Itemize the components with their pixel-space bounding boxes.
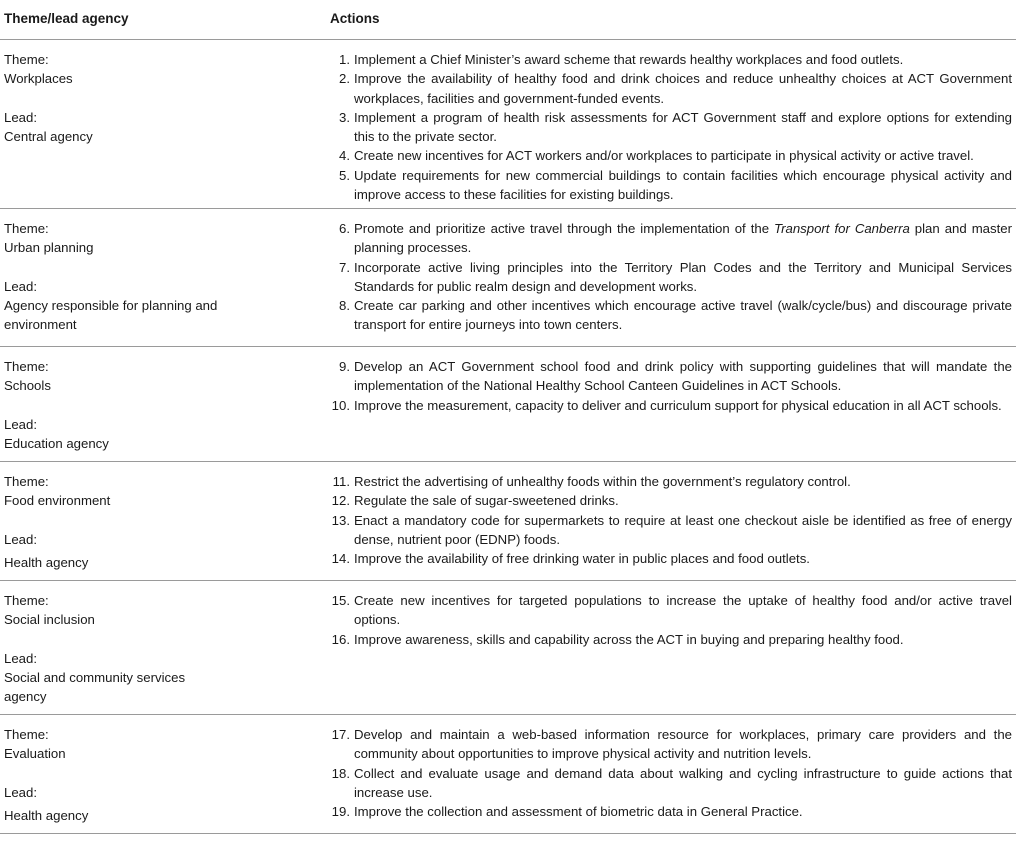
action-text: Create car parking and other incentives which encourage active travel (walk/cycle/bus) and discourage private transport for entire journeys into town centers.	[354, 298, 1012, 333]
theme-value: Evaluation	[4, 746, 66, 762]
theme-label: Theme:	[4, 52, 49, 67]
table-row	[0, 40, 1016, 209]
action-number: 16.	[331, 631, 350, 647]
theme-value: Food environment	[4, 493, 111, 509]
lead-value: Health agency	[4, 554, 89, 570]
actions-cell	[330, 581, 1016, 714]
action-number: 15.	[331, 593, 350, 608]
header-actions: Actions	[330, 11, 380, 26]
lead-label: Lead:	[4, 531, 38, 547]
theme-label: Theme:	[4, 221, 49, 236]
table-header	[0, 0, 1016, 40]
lead-value: Social and community services agency	[4, 669, 186, 705]
lead-value: Education agency	[4, 435, 109, 451]
action-text: Collect and evaluate usage and demand data about walking and cycling infrastructure to guide actions that increase use.	[354, 765, 1012, 800]
action-text: Improve the availability of free drinking water in public places and food outlets.	[354, 551, 810, 567]
action-text: Create new incentives for ACT workers and/or workplaces to participate in physical activity or active travel.	[354, 148, 974, 164]
action-item	[330, 50, 1012, 69]
lead-label: Lead:	[4, 416, 38, 432]
action-number: 10.	[331, 397, 350, 413]
action-text: Update requirements for new commercial buildings to contain facilities which encourage physical activity and improve access to these facilities for existing buildings.	[354, 167, 1012, 203]
theme-value: Workplaces	[4, 71, 73, 87]
action-item	[330, 296, 1012, 335]
action-item	[330, 219, 1012, 258]
action-number: 7.	[339, 259, 350, 275]
action-text: Restrict the advertising of unhealthy foods within the government’s regulatory control.	[354, 474, 851, 489]
action-number: 5.	[339, 167, 350, 183]
action-text: Regulate the sale of sugar-sweetened drinks.	[354, 493, 619, 509]
table-row	[0, 715, 1016, 834]
theme-value: Social inclusion	[4, 612, 95, 628]
lead-label: Lead:	[4, 650, 38, 666]
action-text: Improve the collection and assessment of biometric data in General Practice.	[354, 804, 803, 820]
action-item	[330, 396, 1012, 415]
action-number: 1.	[339, 52, 350, 67]
actions-cell	[330, 715, 1016, 833]
header-theme-lead: Theme/lead agency	[4, 11, 129, 26]
theme-lead-cell	[0, 581, 330, 714]
action-number: 3.	[339, 109, 350, 125]
table-row	[0, 462, 1016, 581]
theme-lead-cell	[0, 347, 330, 461]
action-item	[330, 357, 1012, 396]
action-number: 18.	[331, 765, 350, 781]
action-number: 14.	[331, 551, 350, 567]
action-item	[330, 630, 1012, 649]
action-text: Develop an ACT Government school food and drink policy with supporting guidelines that will mandate the implementation of the National Healthy School Canteen Guidelines in ACT Schools.	[354, 359, 1012, 394]
lead-label: Lead:	[4, 278, 38, 294]
action-item	[330, 725, 1012, 764]
lead-value: Agency responsible for planning and environment	[4, 297, 218, 333]
action-text: Improve awareness, skills and capability across the ACT in buying and preparing healthy food.	[354, 631, 904, 647]
table-row	[0, 347, 1016, 462]
theme-label: Theme:	[4, 359, 49, 374]
action-item	[330, 491, 1012, 510]
table-row	[0, 209, 1016, 347]
action-item	[330, 258, 1012, 297]
action-item	[330, 472, 1012, 491]
action-item	[330, 166, 1012, 205]
theme-lead-cell	[0, 715, 330, 833]
lead-label: Lead:	[4, 109, 38, 125]
action-item	[330, 591, 1012, 630]
action-text: Improve the availability of healthy food and drink choices and reduce unhealthy choices at ACT Government workplaces, facilities and government-funded events.	[354, 71, 1012, 106]
actions-cell	[330, 209, 1016, 346]
theme-value: Urban planning	[4, 240, 94, 256]
lead-label: Lead:	[4, 784, 38, 800]
theme-label: Theme:	[4, 593, 49, 608]
action-text: Enact a mandatory code for supermarkets to require at least one checkout aisle be identified as free of energy dense, nutrient poor (EDNP) foods.	[354, 512, 1012, 547]
action-item	[330, 108, 1012, 147]
action-number: 12.	[331, 493, 350, 509]
action-number: 11.	[332, 474, 350, 489]
action-number: 19.	[331, 804, 350, 820]
action-item	[330, 802, 1012, 821]
action-number: 17.	[331, 727, 350, 742]
action-text: Create new incentives for targeted populations to increase the uptake of healthy food and/or active travel options.	[354, 593, 1012, 628]
action-text: Incorporate active living principles into the Territory Plan Codes and the Territory and Municipal Services Standards for public realm design and development works.	[354, 259, 1012, 294]
lead-value: Central agency	[4, 128, 93, 144]
lead-value: Health agency	[4, 807, 89, 823]
action-number: 13.	[331, 512, 350, 528]
theme-lead-cell	[0, 209, 330, 346]
actions-cell	[330, 40, 1016, 208]
action-item	[330, 69, 1012, 108]
action-item	[330, 764, 1012, 803]
theme-label: Theme:	[4, 474, 49, 489]
action-text: Implement a program of health risk assessments for ACT Government staff and explore options for extending this to the private sector.	[354, 109, 1012, 145]
action-text: Implement a Chief Minister’s award scheme that rewards healthy workplaces and food outlets.	[354, 52, 904, 67]
action-text: Improve the measurement, capacity to deliver and curriculum support for physical education in all ACT schools.	[354, 397, 1002, 413]
theme-lead-cell	[0, 40, 330, 208]
action-number: 6.	[339, 221, 350, 236]
action-number: 4.	[339, 148, 350, 164]
theme-lead-cell	[0, 462, 330, 580]
theme-label: Theme:	[4, 727, 49, 742]
table-row	[0, 581, 1016, 715]
action-item	[330, 146, 1012, 165]
theme-value: Schools	[4, 378, 51, 394]
actions-cell	[330, 462, 1016, 580]
action-number: 8.	[339, 298, 350, 314]
action-text: Develop and maintain a web-based information resource for workplaces, primary care providers and the community about opportunities to improve physical activity and nutrition levels.	[354, 727, 1012, 762]
action-item	[330, 549, 1012, 568]
action-text: Promote and prioritize active travel through the implementation of the Transport for Canberra plan and master planning processes.	[354, 221, 1012, 256]
plan-title: Transport for Canberra	[774, 221, 910, 236]
action-number: 9.	[339, 359, 350, 374]
action-item	[330, 511, 1012, 550]
actions-cell	[330, 347, 1016, 461]
action-number: 2.	[339, 71, 350, 87]
